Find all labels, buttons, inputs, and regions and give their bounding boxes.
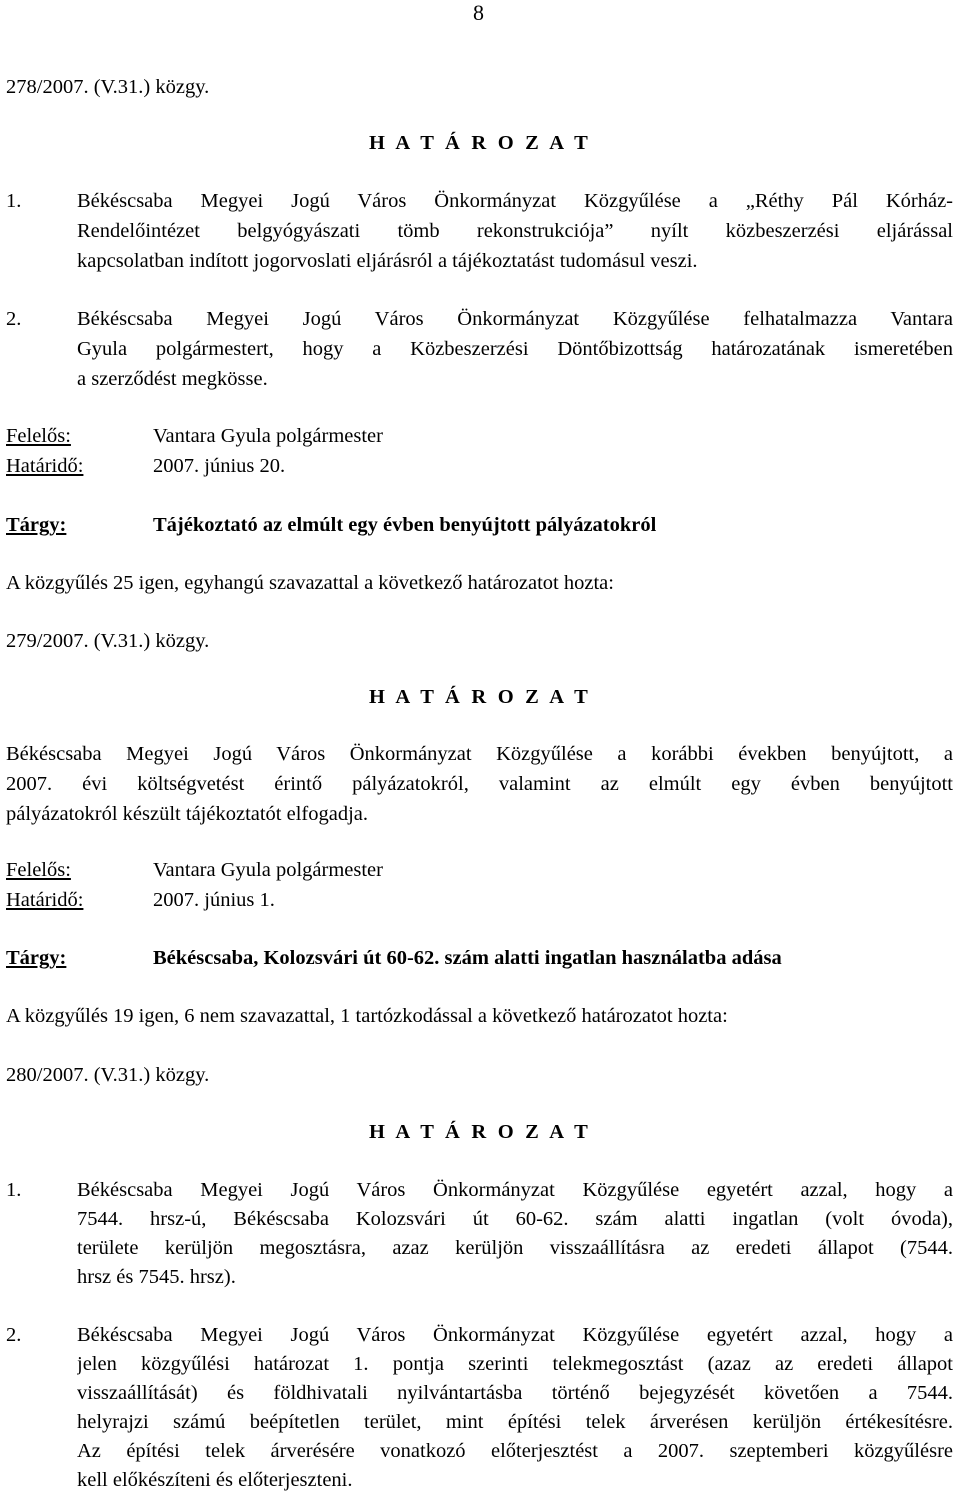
item-line: Rendelőintézet belgyógyászati tömb rekonstrukciója” nyílt közbeszerzési eljárással — [77, 220, 953, 242]
resolution-id: 278/2007. (V.31.) közgy. — [6, 76, 210, 98]
item-line: Az építési telek árverésére vonatkozó előterjesztést a 2007. szeptemberi közgyűlésre — [77, 1440, 953, 1462]
item-number: 1. — [6, 1179, 22, 1201]
subject-label: Tárgy: — [6, 514, 67, 536]
responsible-value: Vantara Gyula polgármester — [153, 425, 383, 447]
resolution-heading: H A T Á R O Z A T — [369, 686, 591, 708]
resolution-id: 279/2007. (V.31.) közgy. — [6, 630, 210, 652]
resolution-heading: H A T Á R O Z A T — [369, 1121, 591, 1143]
item-line: Gyula polgármestert, hogy a Közbeszerzési Döntőbizottság határozatának ismeretében — [77, 338, 953, 360]
item-number: 2. — [6, 308, 22, 330]
item-line: Békéscsaba Megyei Jogú Város Önkormányzat Közgyűlése a „Réthy Pál Kórház- — [77, 190, 953, 212]
resolution-line: pályázatokról készült tájékoztatót elfogadja. — [6, 803, 369, 825]
item-line: helyrajzi számú beépítetlen terület, mint építési telek árverésen kerüljön értékesítésre. — [77, 1411, 953, 1433]
resolution-line: Békéscsaba Megyei Jogú Város Önkormányzat Közgyűlése a korábbi években benyújtott, a — [6, 743, 953, 765]
deadline-value: 2007. június 20. — [153, 455, 286, 477]
deadline-label: Határidő: — [6, 889, 84, 911]
item-line: területe kerüljön megosztásra, azaz kerüljön visszaállításra az eredeti állapot (7544. — [77, 1237, 953, 1259]
subject-title: Tájékoztató az elmúlt egy évben benyújtott pályázatokról — [153, 514, 657, 536]
subject-title: Békéscsaba, Kolozsvári út 60-62. szám alatti ingatlan használatba adása — [153, 947, 782, 969]
item-line: kell előkészíteni és előterjeszteni. — [77, 1469, 353, 1491]
vote-statement: A közgyűlés 25 igen, egyhangú szavazattal a következő határozatot hozta: — [6, 572, 614, 594]
resolution-id: 280/2007. (V.31.) közgy. — [6, 1064, 210, 1086]
resolution-line: 2007. évi költségvetést érintő pályázatokról, valamint az elmúlt egy évben benyújtott — [6, 773, 953, 795]
item-line: Békéscsaba Megyei Jogú Város Önkormányzat Közgyűlése felhatalmazza Vantara — [77, 308, 953, 330]
item-number: 2. — [6, 1324, 22, 1346]
item-line: jelen közgyűlési határozat 1. pontja szerinti telekmegosztást (azaz az eredeti állapot — [77, 1353, 953, 1375]
item-line: Békéscsaba Megyei Jogú Város Önkormányzat Közgyűlése egyetért azzal, hogy a — [77, 1324, 953, 1346]
vote-statement: A közgyűlés 19 igen, 6 nem szavazattal, 1 tartózkodással a következő határozatot hozta: — [6, 1005, 728, 1027]
responsible-value: Vantara Gyula polgármester — [153, 859, 383, 881]
deadline-label: Határidő: — [6, 455, 84, 477]
item-line: hrsz és 7545. hrsz). — [77, 1266, 236, 1288]
item-line: kapcsolatban indított jogorvoslati eljárásról a tájékoztatást tudomásul veszi. — [77, 250, 698, 272]
page-number: 8 — [473, 0, 484, 25]
subject-label: Tárgy: — [6, 947, 67, 969]
item-line: 7544. hrsz-ú, Békéscsaba Kolozsvári út 60-62. szám alatti ingatlan (volt óvoda), — [77, 1208, 953, 1230]
item-number: 1. — [6, 190, 22, 212]
responsible-label: Felelős: — [6, 425, 71, 447]
item-line: visszaállítását) és földhivatali nyilvántartásba történő bejegyzését követően a 7544. — [77, 1382, 953, 1404]
deadline-value: 2007. június 1. — [153, 889, 275, 911]
item-line: Békéscsaba Megyei Jogú Város Önkormányzat Közgyűlése egyetért azzal, hogy a — [77, 1179, 953, 1201]
responsible-label: Felelős: — [6, 859, 71, 881]
resolution-heading: H A T Á R O Z A T — [369, 132, 591, 154]
item-line: a szerződést megkösse. — [77, 368, 268, 390]
